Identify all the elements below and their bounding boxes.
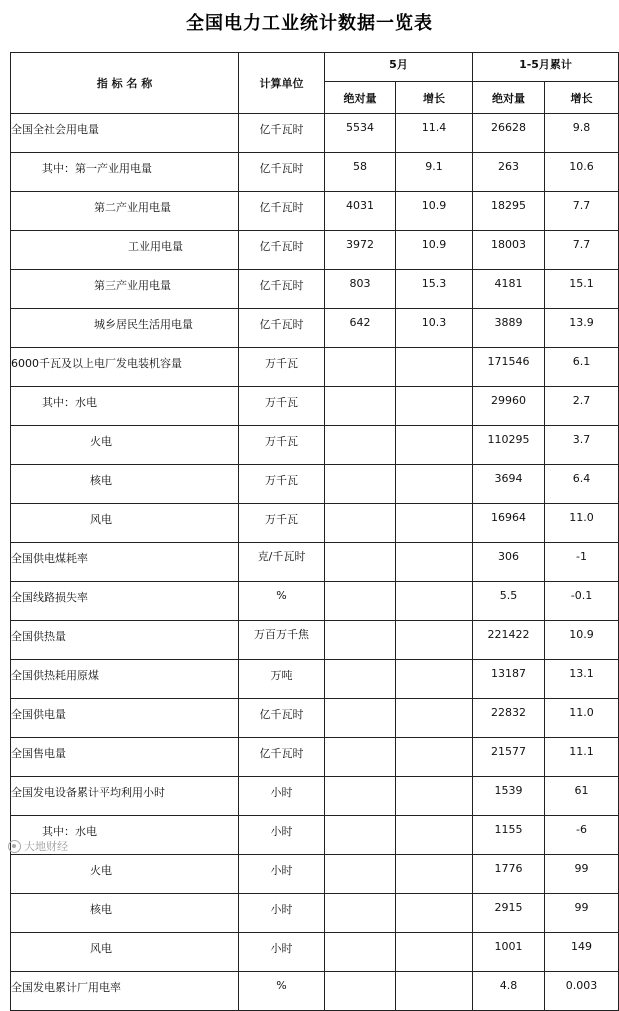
- unit-cell: 万吨: [239, 660, 325, 699]
- cumulative-growth-cell: 13.1: [545, 660, 619, 699]
- month-growth-cell: [396, 504, 473, 543]
- cumulative-growth-cell: 11.1: [545, 738, 619, 777]
- unit-cell: %: [239, 582, 325, 621]
- cumulative-growth-cell: -1: [545, 543, 619, 582]
- month-absolute-cell: [325, 504, 396, 543]
- table-row: [11, 699, 619, 738]
- month-growth-cell: [396, 465, 473, 504]
- cumulative-absolute-cell: 110295: [473, 426, 545, 465]
- cumulative-growth-cell: 2.7: [545, 387, 619, 426]
- cumulative-absolute-cell: 29960: [473, 387, 545, 426]
- indicator-name-cell: 火电: [11, 855, 239, 894]
- unit-text: 万百万千焦: [254, 628, 309, 641]
- unit-cell: 亿千瓦时: [239, 738, 325, 777]
- table-row: [11, 972, 619, 1011]
- month-growth-cell: [396, 816, 473, 855]
- month-growth-cell: [396, 699, 473, 738]
- cumulative-absolute-cell: 18003: [473, 231, 545, 270]
- indicator-name-cell: 风电: [11, 504, 239, 543]
- table-row: [11, 387, 619, 426]
- cumulative-growth-cell: 6.4: [545, 465, 619, 504]
- header-cumulative-growth: 增长: [545, 82, 619, 114]
- table-row: [11, 153, 619, 192]
- table-row: [11, 543, 619, 582]
- unit-cell: 万千瓦: [239, 348, 325, 387]
- unit-cell: %: [239, 972, 325, 1011]
- month-absolute-cell: [325, 816, 396, 855]
- indicator-name-cell: 全国发电设备累计平均利用小时: [11, 777, 239, 816]
- cumulative-absolute-cell: 16964: [473, 504, 545, 543]
- month-absolute-cell: [325, 543, 396, 582]
- header-cumulative: 1-5月累计: [473, 53, 619, 82]
- cumulative-growth-cell: 149: [545, 933, 619, 972]
- unit-cell: 万千瓦: [239, 465, 325, 504]
- unit-text: 克/千瓦时: [257, 550, 306, 563]
- month-growth-cell: 10.9: [396, 231, 473, 270]
- unit-cell: [239, 543, 325, 582]
- indicator-name-cell: 全国全社会用电量: [11, 114, 239, 153]
- month-growth-cell: [396, 660, 473, 699]
- indicator-name-cell: 核电: [11, 465, 239, 504]
- month-absolute-cell: [325, 621, 396, 660]
- month-growth-cell: [396, 348, 473, 387]
- indicator-name-cell: 工业用电量: [11, 231, 239, 270]
- cumulative-growth-cell: 7.7: [545, 231, 619, 270]
- indicator-name-cell: 全国售电量: [11, 738, 239, 777]
- table-row: [11, 816, 619, 855]
- table-row: [11, 114, 619, 153]
- unit-cell: 亿千瓦时: [239, 153, 325, 192]
- cumulative-absolute-cell: 263: [473, 153, 545, 192]
- page-title: 全国电力工业统计数据一览表: [186, 13, 433, 34]
- month-absolute-cell: [325, 777, 396, 816]
- month-growth-cell: [396, 621, 473, 660]
- unit-cell: 万千瓦: [239, 426, 325, 465]
- table-body: [11, 114, 619, 1011]
- unit-cell: 亿千瓦时: [239, 114, 325, 153]
- cumulative-growth-cell: 61: [545, 777, 619, 816]
- month-growth-cell: [396, 894, 473, 933]
- table-row: [11, 582, 619, 621]
- unit-cell: 万千瓦: [239, 504, 325, 543]
- indicator-name-cell: 第三产业用电量: [11, 270, 239, 309]
- table-row: [11, 465, 619, 504]
- table-row: [11, 426, 619, 465]
- table-row: [11, 621, 619, 660]
- cumulative-growth-cell: 10.9: [545, 621, 619, 660]
- unit-cell: 亿千瓦时: [239, 231, 325, 270]
- month-growth-cell: [396, 738, 473, 777]
- indicator-name-cell: 6000千瓦及以上电厂发电装机容量: [11, 348, 239, 387]
- cumulative-absolute-cell: 1776: [473, 855, 545, 894]
- month-growth-cell: [396, 855, 473, 894]
- table-row: [11, 231, 619, 270]
- unit-cell: 小时: [239, 777, 325, 816]
- unit-cell: 小时: [239, 894, 325, 933]
- watermark-text: 大地财经: [24, 840, 68, 853]
- indicator-name-cell: 第二产业用电量: [11, 192, 239, 231]
- month-growth-cell: 11.4: [396, 114, 473, 153]
- month-absolute-cell: [325, 348, 396, 387]
- table-row: [11, 894, 619, 933]
- cumulative-absolute-cell: 26628: [473, 114, 545, 153]
- unit-cell: 小时: [239, 933, 325, 972]
- cumulative-growth-cell: -6: [545, 816, 619, 855]
- month-growth-cell: 15.3: [396, 270, 473, 309]
- month-growth-cell: 10.3: [396, 309, 473, 348]
- unit-cell: 亿千瓦时: [239, 309, 325, 348]
- month-absolute-cell: 58: [325, 153, 396, 192]
- table-row: [11, 348, 619, 387]
- indicator-name-cell: 全国供热量: [11, 621, 239, 660]
- month-growth-cell: [396, 972, 473, 1011]
- month-absolute-cell: [325, 387, 396, 426]
- table-row: [11, 660, 619, 699]
- cumulative-growth-cell: 3.7: [545, 426, 619, 465]
- cumulative-growth-cell: 99: [545, 855, 619, 894]
- month-absolute-cell: [325, 972, 396, 1011]
- table-row: [11, 777, 619, 816]
- indicator-name-cell: 全国线路损失率: [11, 582, 239, 621]
- month-growth-cell: [396, 933, 473, 972]
- month-absolute-cell: [325, 426, 396, 465]
- header-unit: 计算单位: [239, 53, 325, 114]
- cumulative-absolute-cell: 1001: [473, 933, 545, 972]
- unit-cell: 小时: [239, 816, 325, 855]
- cumulative-absolute-cell: 5.5: [473, 582, 545, 621]
- month-absolute-cell: 5534: [325, 114, 396, 153]
- indicator-name-cell: 城乡居民生活用电量: [11, 309, 239, 348]
- month-growth-cell: [396, 387, 473, 426]
- cumulative-absolute-cell: 1155: [473, 816, 545, 855]
- cumulative-growth-cell: 99: [545, 894, 619, 933]
- cumulative-absolute-cell: 4181: [473, 270, 545, 309]
- cumulative-absolute-cell: 18295: [473, 192, 545, 231]
- header-month-absolute: 绝对量: [325, 82, 396, 114]
- month-absolute-cell: [325, 738, 396, 777]
- indicator-name-cell: 全国供电煤耗率: [11, 543, 239, 582]
- month-absolute-cell: [325, 465, 396, 504]
- cumulative-absolute-cell: 171546: [473, 348, 545, 387]
- indicator-name-cell: 全国发电累计厂用电率: [11, 972, 239, 1011]
- cumulative-growth-cell: 9.8: [545, 114, 619, 153]
- month-absolute-cell: [325, 582, 396, 621]
- month-growth-cell: [396, 426, 473, 465]
- header-cumulative-absolute: 绝对量: [473, 82, 545, 114]
- cumulative-growth-cell: 11.0: [545, 504, 619, 543]
- indicator-name-cell: 风电: [11, 933, 239, 972]
- indicator-name-cell: 其中：水电: [11, 816, 239, 855]
- indicator-name-cell: 全国供热耗用原煤: [11, 660, 239, 699]
- unit-cell: 亿千瓦时: [239, 270, 325, 309]
- month-growth-cell: 9.1: [396, 153, 473, 192]
- watermark: [8, 838, 68, 854]
- month-absolute-cell: [325, 660, 396, 699]
- unit-cell: 万千瓦: [239, 387, 325, 426]
- table-row: [11, 504, 619, 543]
- month-absolute-cell: [325, 699, 396, 738]
- table-row: [11, 270, 619, 309]
- cumulative-absolute-cell: 2915: [473, 894, 545, 933]
- cumulative-growth-cell: 0.003: [545, 972, 619, 1011]
- cumulative-growth-cell: -0.1: [545, 582, 619, 621]
- indicator-name-cell: 火电: [11, 426, 239, 465]
- cumulative-absolute-cell: 221422: [473, 621, 545, 660]
- cumulative-growth-cell: 10.6: [545, 153, 619, 192]
- indicator-name-cell: 全国供电量: [11, 699, 239, 738]
- unit-cell: 小时: [239, 855, 325, 894]
- month-absolute-cell: 803: [325, 270, 396, 309]
- month-growth-cell: [396, 543, 473, 582]
- cumulative-absolute-cell: 13187: [473, 660, 545, 699]
- cumulative-absolute-cell: 1539: [473, 777, 545, 816]
- cumulative-growth-cell: 6.1: [545, 348, 619, 387]
- unit-cell: [239, 621, 325, 660]
- month-absolute-cell: [325, 894, 396, 933]
- statistics-table: [10, 52, 619, 1011]
- cumulative-growth-cell: 11.0: [545, 699, 619, 738]
- cumulative-absolute-cell: 3694: [473, 465, 545, 504]
- cumulative-growth-cell: 13.9: [545, 309, 619, 348]
- cumulative-growth-cell: 7.7: [545, 192, 619, 231]
- table-row: [11, 933, 619, 972]
- cumulative-absolute-cell: 4.8: [473, 972, 545, 1011]
- header-indicator: 指 标 名 称: [11, 53, 239, 114]
- header-row-group: [11, 53, 619, 82]
- indicator-name-cell: 其中：第一产业用电量: [11, 153, 239, 192]
- watermark-logo-icon: [8, 840, 21, 853]
- month-absolute-cell: 642: [325, 309, 396, 348]
- header-month: 5月: [325, 53, 473, 82]
- month-absolute-cell: [325, 855, 396, 894]
- table-row: [11, 309, 619, 348]
- month-growth-cell: 10.9: [396, 192, 473, 231]
- month-absolute-cell: 4031: [325, 192, 396, 231]
- cumulative-absolute-cell: 21577: [473, 738, 545, 777]
- month-absolute-cell: [325, 933, 396, 972]
- cumulative-growth-cell: 15.1: [545, 270, 619, 309]
- table-row: [11, 855, 619, 894]
- indicator-name-cell: 核电: [11, 894, 239, 933]
- month-growth-cell: [396, 582, 473, 621]
- month-growth-cell: [396, 777, 473, 816]
- month-absolute-cell: 3972: [325, 231, 396, 270]
- cumulative-absolute-cell: 22832: [473, 699, 545, 738]
- unit-cell: 亿千瓦时: [239, 192, 325, 231]
- cumulative-absolute-cell: 3889: [473, 309, 545, 348]
- indicator-name-cell: 其中：水电: [11, 387, 239, 426]
- table-row: [11, 192, 619, 231]
- header-month-growth: 增长: [396, 82, 473, 114]
- cumulative-absolute-cell: 306: [473, 543, 545, 582]
- table-row: [11, 738, 619, 777]
- unit-cell: 亿千瓦时: [239, 699, 325, 738]
